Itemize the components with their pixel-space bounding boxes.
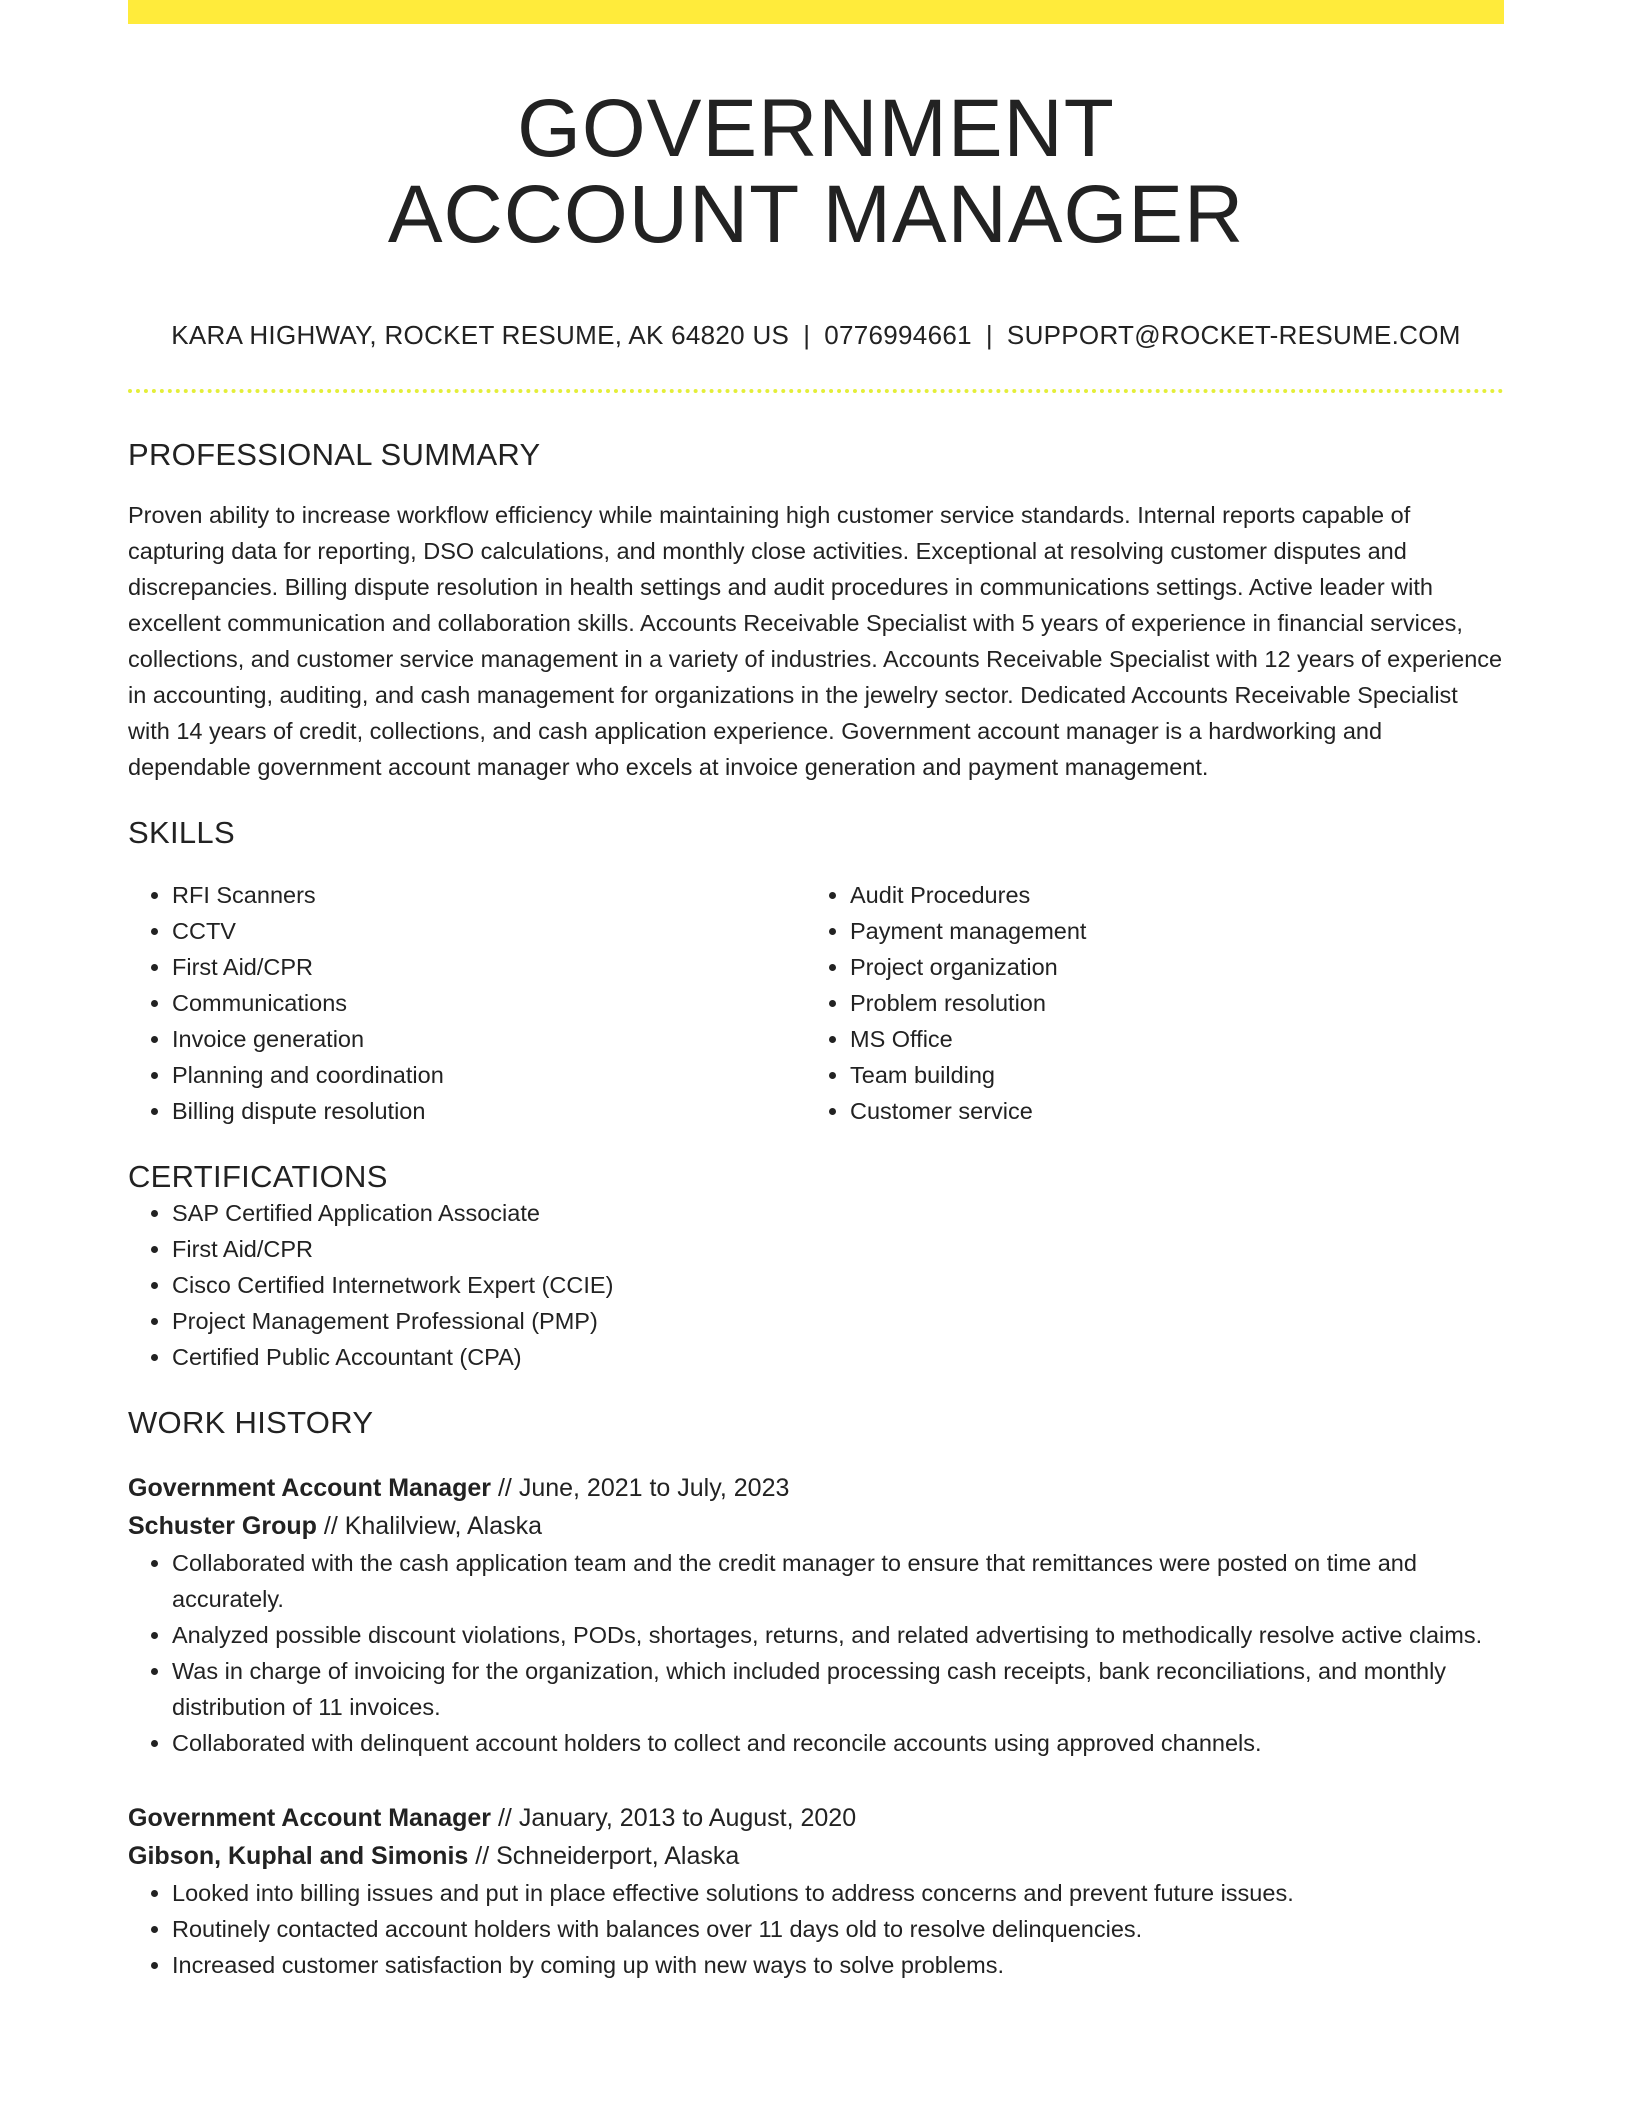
skill-item: • Audit Procedures xyxy=(850,877,1484,913)
certifications-section xyxy=(128,1159,1504,1375)
resume-page xyxy=(128,0,1504,1983)
work-history-heading: WORK HISTORY xyxy=(128,1405,374,1440)
dotted-divider xyxy=(128,389,1504,393)
skill-item: • Invoice generation xyxy=(172,1021,806,1057)
top-accent-bar xyxy=(128,0,1504,24)
job-location: // Schneiderport, Alaska xyxy=(468,1842,740,1870)
certification-item: • Certified Public Accountant (CPA) xyxy=(172,1339,1504,1375)
job-bullet: • Routinely contacted account holders with balances over 11 days old to resolve delinquencies. xyxy=(172,1911,1504,1947)
job-company: Gibson, Kuphal and Simonis xyxy=(128,1842,469,1870)
skill-item: • Problem resolution xyxy=(850,985,1484,1021)
job-dates: // January, 2013 to August, 2020 xyxy=(491,1804,857,1832)
job-title-line xyxy=(128,1799,1504,1837)
skills-list-left xyxy=(128,877,806,1129)
job-entry xyxy=(128,1469,1504,1761)
summary-text: Proven ability to increase workflow efficiency while maintaining high customer service standards. Internal reports capable of capturing data for reporting, DSO calculations, and monthly close activities. Exceptional at resolving customer disputes and discrepancies. Billing dispute resolution in health settings and audit procedures in communications settings. Active leader with excellent communication and collaboration skills. Accounts Receivable Specialist with 5 years of experience in financial services, collections, and customer service management in a variety of industries. Accounts Receivable Specialist with 12 years of experience in accounting, auditing, and cash management for organizations in the jewelry sector. Dedicated Accounts Receivable Specialist with 14 years of credit, collections, and cash application experience. Government account manager is a hardworking and dependable government account manager who excels at invoice generation and payment management. xyxy=(128,502,1503,780)
job-bullets xyxy=(128,1545,1504,1761)
certification-item: • Project Management Professional (PMP) xyxy=(172,1303,1504,1339)
contact-email: SUPPORT@ROCKET-RESUME.COM xyxy=(1006,320,1461,350)
certifications-heading: CERTIFICATIONS xyxy=(128,1159,388,1194)
skill-item: • Team building xyxy=(850,1057,1484,1093)
job-bullet: • Looked into billing issues and put in place effective solutions to address concerns and prevent future issues. xyxy=(172,1875,1504,1911)
job-dates: // June, 2021 to July, 2023 xyxy=(491,1474,790,1502)
contact-address: KARA HIGHWAY, ROCKET RESUME, AK 64820 US xyxy=(171,320,790,350)
job-company: Schuster Group xyxy=(128,1512,317,1540)
job-title: Government Account Manager xyxy=(128,1804,492,1832)
contact-separator: | xyxy=(803,320,811,350)
skill-item: • RFI Scanners xyxy=(172,877,806,913)
skill-item: • Project organization xyxy=(850,949,1484,985)
contact-separator: | xyxy=(985,320,993,350)
skill-item: • Communications xyxy=(172,985,806,1021)
summary-heading: PROFESSIONAL SUMMARY xyxy=(128,437,541,472)
work-history-section xyxy=(128,1405,1504,1983)
job-location: // Khalilview, Alaska xyxy=(316,1512,543,1540)
job-bullet: • Was in charge of invoicing for the organization, which included processing cash receipts, bank reconciliations, and monthly distribution of 11 invoices. xyxy=(172,1653,1504,1725)
skill-item: • Planning and coordination xyxy=(172,1057,806,1093)
skill-item: • CCTV xyxy=(172,913,806,949)
contact-line xyxy=(128,320,1504,351)
skills-grid xyxy=(128,877,1504,1129)
skills-list-right xyxy=(806,877,1484,1129)
job-title: Government Account Manager xyxy=(128,1474,492,1502)
certification-item: • First Aid/CPR xyxy=(172,1231,1504,1267)
job-bullet: • Increased customer satisfaction by coming up with new ways to solve problems. xyxy=(172,1947,1504,1983)
title-line-2: ACCOUNT MANAGER xyxy=(387,169,1245,260)
skill-item: • Customer service xyxy=(850,1093,1484,1129)
skills-section xyxy=(128,815,1504,1129)
contact-phone: 0776994661 xyxy=(824,320,972,350)
job-bullets xyxy=(128,1875,1504,1983)
skill-item: • First Aid/CPR xyxy=(172,949,806,985)
job-title-line xyxy=(128,1469,1504,1507)
page-title xyxy=(128,83,1504,260)
skills-column-right xyxy=(806,877,1484,1129)
skills-column-left xyxy=(128,877,806,1129)
certifications-list xyxy=(128,1195,1504,1375)
job-entry xyxy=(128,1799,1504,1983)
skill-item: • MS Office xyxy=(850,1021,1484,1057)
skill-item: • Billing dispute resolution xyxy=(172,1093,806,1129)
title-line-1: GOVERNMENT xyxy=(517,83,1115,174)
job-bullet: • Analyzed possible discount violations, PODs, shortages, returns, and related advertising to methodically resolve active claims. xyxy=(172,1617,1504,1653)
job-company-line xyxy=(128,1507,1504,1545)
certification-item: • SAP Certified Application Associate xyxy=(172,1195,1504,1231)
summary-section xyxy=(128,437,1504,785)
job-company-line xyxy=(128,1837,1504,1875)
job-bullet: • Collaborated with the cash application team and the credit manager to ensure that remittances were posted on time and accurately. xyxy=(172,1545,1504,1617)
job-bullet: • Collaborated with delinquent account holders to collect and reconcile accounts using approved channels. xyxy=(172,1725,1504,1761)
skills-heading: SKILLS xyxy=(128,815,235,850)
certification-item: • Cisco Certified Internetwork Expert (CCIE) xyxy=(172,1267,1504,1303)
skill-item: • Payment management xyxy=(850,913,1484,949)
